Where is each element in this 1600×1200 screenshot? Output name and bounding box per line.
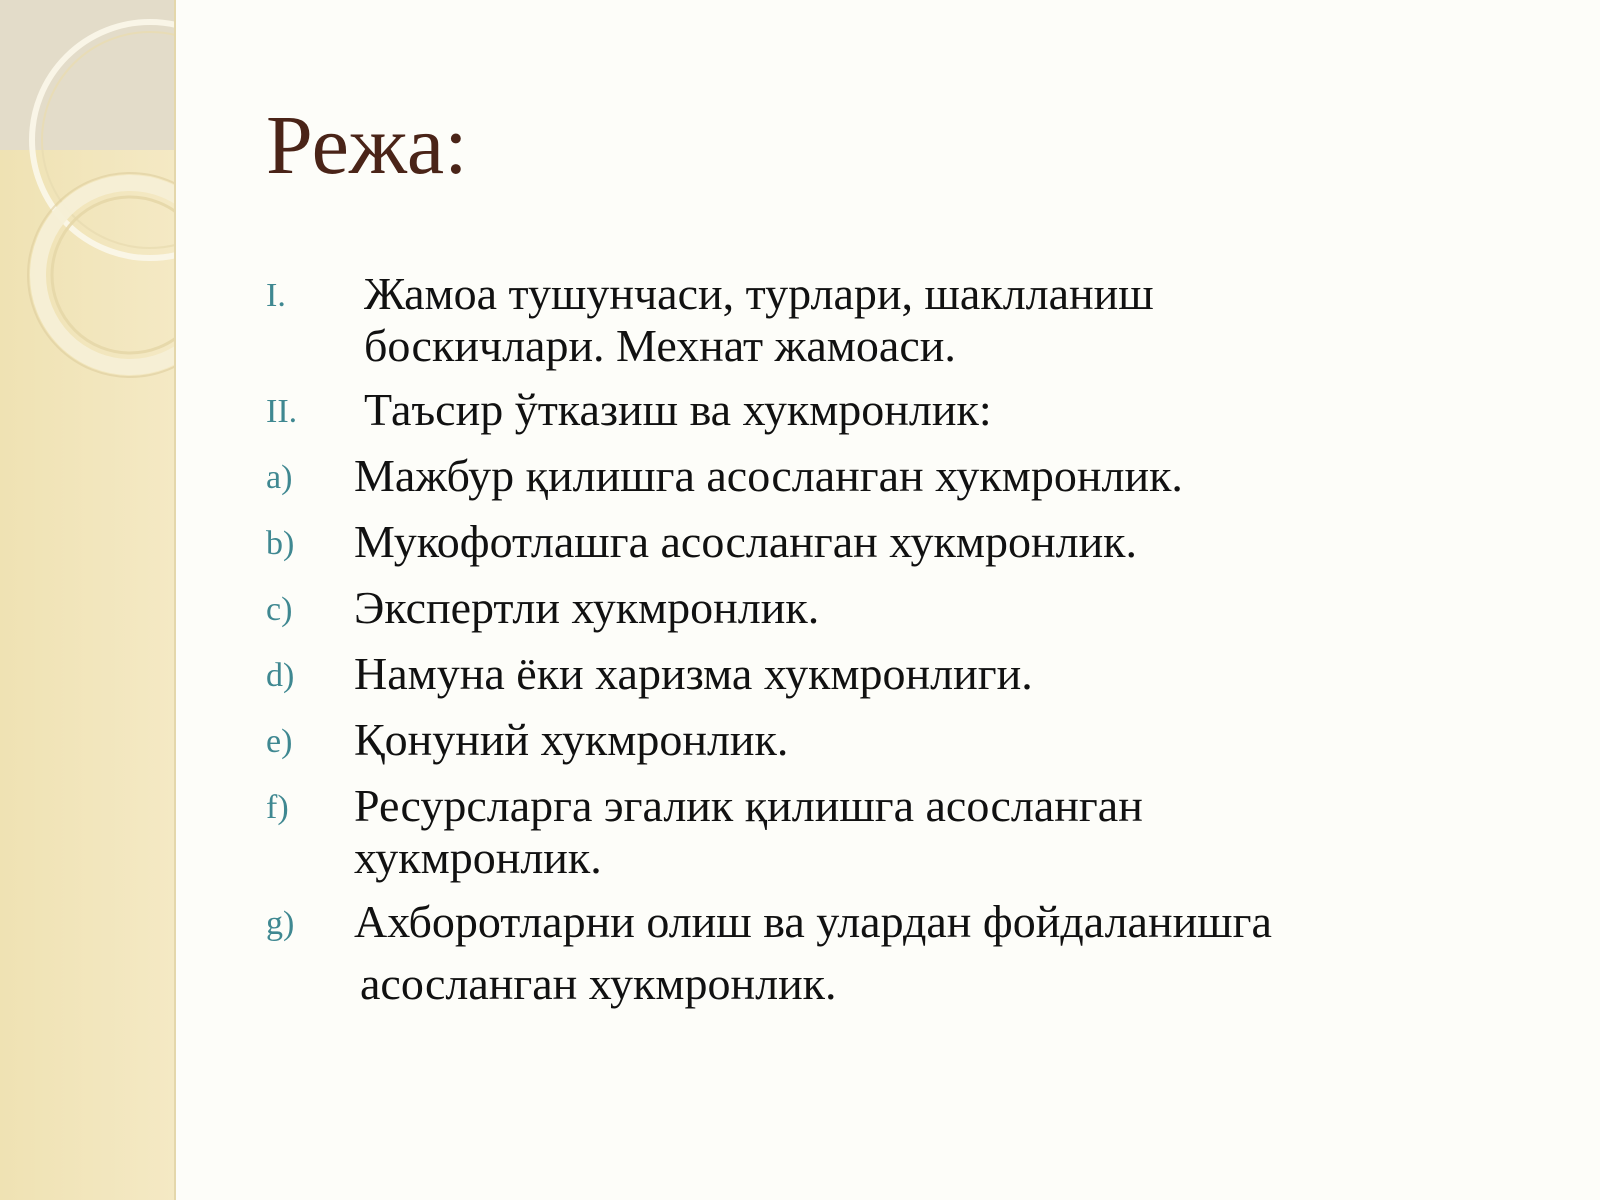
outline-item-d	[266, 648, 1566, 702]
slide-content	[176, 0, 1600, 1200]
list-item-text	[364, 384, 1566, 436]
list-item-text	[364, 268, 1566, 372]
list-item-text	[354, 582, 1566, 634]
outline-list	[266, 268, 1566, 1022]
list-item-line: асосланган хукмронлик.	[360, 958, 837, 1009]
list-item-text	[354, 450, 1566, 502]
list-item-line: Мажбур қилишга асосланган хукмронлик.	[354, 450, 1183, 501]
outline-item-1	[266, 268, 1566, 372]
outline-item-e	[266, 714, 1566, 768]
list-item-line: Қонуний хукмронлик.	[354, 714, 789, 765]
list-marker: f)	[266, 789, 289, 826]
slide-title: Режа:	[266, 99, 468, 192]
list-item-text	[354, 516, 1566, 568]
list-marker: c)	[266, 591, 293, 628]
list-marker: II.	[266, 393, 298, 430]
list-marker: a)	[266, 459, 293, 496]
list-item-line: Таъсир ўтказиш ва хукмронлик:	[364, 384, 992, 435]
outline-item-f	[266, 780, 1566, 884]
outline-item-c	[266, 582, 1566, 636]
list-item-line: Жамоа тушунчаси, турлари, шаклланиш	[364, 268, 1154, 319]
list-item-line: боскичлари. Мехнат жамоаси.	[364, 320, 956, 371]
list-marker: b)	[266, 525, 295, 562]
list-marker: g)	[266, 905, 295, 942]
list-item-line: Ахборотларни олиш ва улардан фойдаланишга	[354, 896, 1272, 947]
list-item-line: Мукофотлашга асосланган хукмронлик.	[354, 516, 1138, 567]
outline-item-a	[266, 450, 1566, 504]
outline-item-2	[266, 384, 1566, 438]
outline-item-b	[266, 516, 1566, 570]
list-marker: d)	[266, 657, 295, 694]
list-item-text	[354, 648, 1566, 700]
list-item-line: Намуна ёки харизма хукмронлиги.	[354, 648, 1033, 699]
outline-item-g	[266, 896, 1566, 1010]
list-item-text	[354, 780, 1566, 884]
list-item-text	[354, 714, 1566, 766]
list-marker: I.	[266, 277, 286, 314]
list-item-line: хукмронлик.	[354, 832, 602, 883]
side-decoration-band	[0, 0, 176, 1200]
ring-ornament-icon	[0, 0, 176, 420]
list-marker: e)	[266, 723, 293, 760]
list-item-text	[354, 896, 1566, 1010]
list-item-line: Экспертли хукмронлик.	[354, 582, 820, 633]
list-item-line: Ресурсларга эгалик қилишга асосланган	[354, 780, 1143, 831]
